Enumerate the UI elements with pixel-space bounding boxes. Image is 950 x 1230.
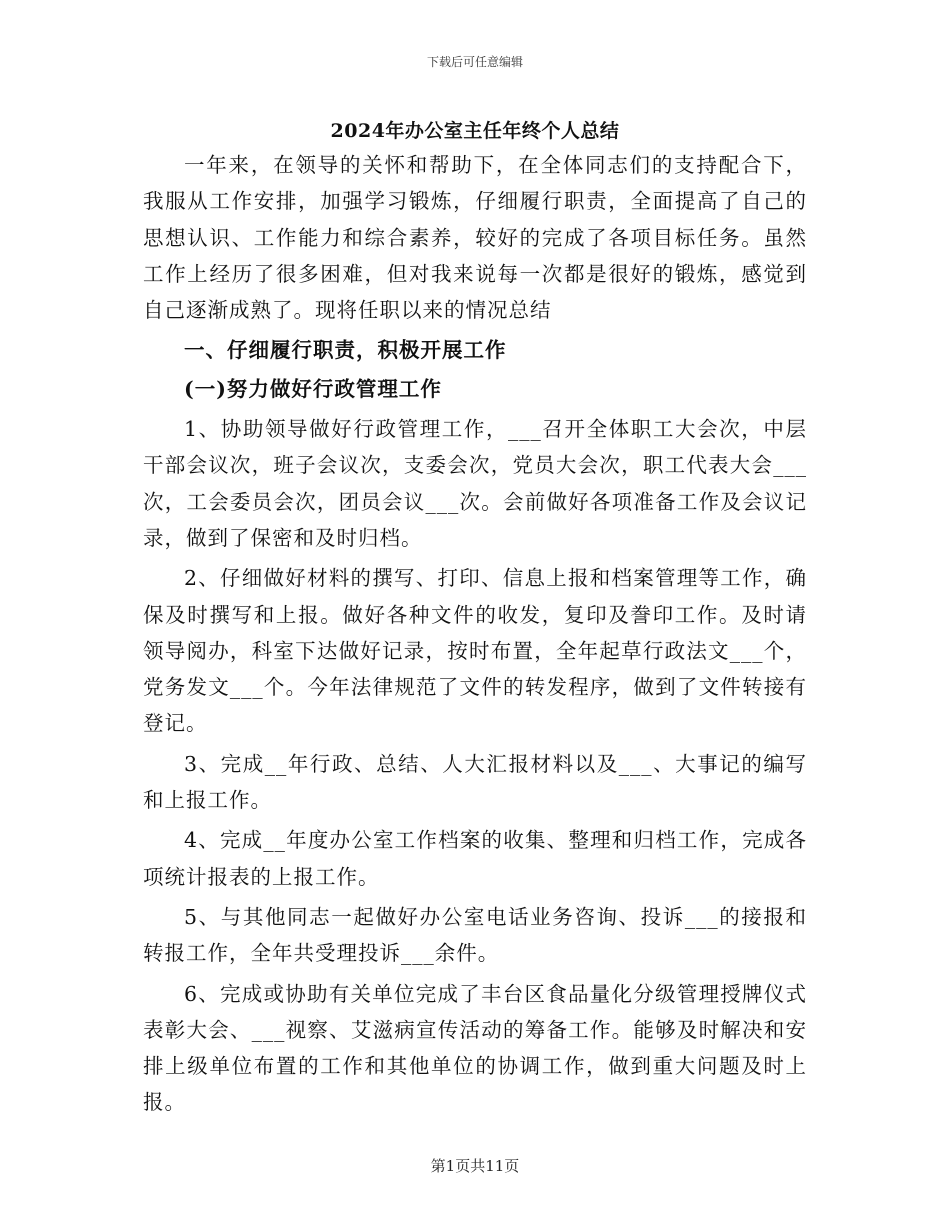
intro-paragraph: 一年来，在领导的关怀和帮助下，在全体同志们的支持配合下，我服从工作安排，加强学习锻炼，仔细履行职责，全面提高了自己的思想认识、工作能力和综合素养，较好的完成了各项目标任务。虽然工作上经历了很多困难，但对我来说每一次都是很好的锻炼，感觉到自己逐渐成熟了。现将任职以来的情况总结 xyxy=(143,153,807,323)
list-item: 5、与其他同志一起做好办公室电话业务咨询、投诉___的接报和转报工作，全年共受理投诉___余件。 xyxy=(143,904,807,966)
page-number: 第1页共11页 xyxy=(430,1157,520,1175)
subsection-heading: (一)努力做好行政管理工作 xyxy=(184,376,442,401)
page-title: 2024年办公室主任年终个人总结 xyxy=(330,120,620,142)
list-item: 4、完成__年度办公室工作档案的收集、整理和归档工作，完成各项统计报表的上报工作。 xyxy=(143,828,807,889)
list-item: 6、完成或协助有关单位完成了丰台区食品量化分级管理授牌仪式表彰大会、___视察、艾滋病宣传活动的筹备工作。能够及时解决和安排上级单位布置的工作和其他单位的协调工作，做到重大问题及时上报。 xyxy=(143,981,807,1115)
section-heading: 一、仔细履行职责，积极开展工作 xyxy=(184,338,507,363)
document-body xyxy=(143,147,807,1121)
header-note: 下载后可任意编辑 xyxy=(426,55,523,69)
list-item: 1、协助领导做好行政管理工作，___召开全体职工大会次，中层干部会议次，班子会议次，支委会次，党员大会次，职工代表大会___次，工会委员会次，团员会议___次。会前做好各项准备工作及会议记录，做到了保密和及时归档。 xyxy=(143,417,807,550)
list-item: 2、仔细做好材料的撰写、打印、信息上报和档案管理等工作，确保及时撰写和上报。做好各种文件的收发，复印及誊印工作。及时请领导阅办，科室下达做好记录，按时布置，全年起草行政法文___个，党务发文___个。今年法律规范了文件的转发程序，做到了文件转接有登记。 xyxy=(143,566,807,736)
list-item: 3、完成__年行政、总结、人大汇报材料以及___、大事记的编写和上报工作。 xyxy=(143,751,807,813)
